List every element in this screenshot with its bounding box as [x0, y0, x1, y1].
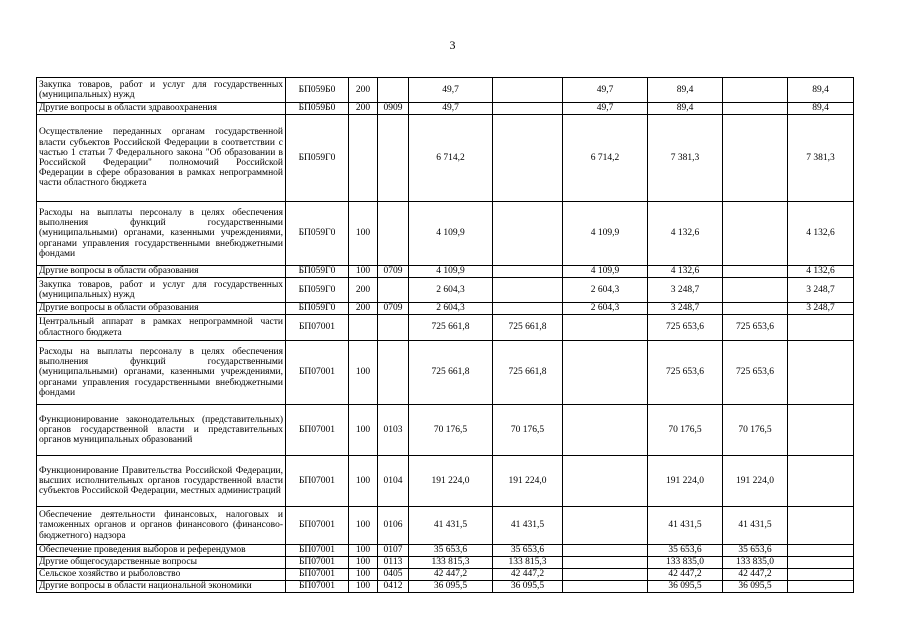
row-value-2: 70 176,5: [493, 405, 563, 456]
row-value-6: 4 132,6: [788, 202, 854, 266]
row-expense-type: 200: [349, 303, 378, 315]
row-value-5: [723, 78, 788, 103]
table-row: [37, 341, 854, 405]
row-value-4: 89,4: [648, 103, 723, 115]
row-value-1: 35 653,6: [409, 545, 493, 557]
row-value-6: [788, 405, 854, 456]
row-value-2: 725 661,8: [493, 341, 563, 405]
row-value-2: 725 661,8: [493, 315, 563, 341]
row-value-2: [493, 303, 563, 315]
row-value-3: 2 604,3: [563, 278, 648, 303]
row-section: 0405: [378, 569, 409, 581]
row-value-5: [723, 303, 788, 315]
row-value-2: 42 447,2: [493, 569, 563, 581]
row-section: 0412: [378, 581, 409, 593]
row-value-4: 4 132,6: [648, 266, 723, 278]
row-value-4: 3 248,7: [648, 303, 723, 315]
row-expense-type: [349, 115, 378, 202]
row-name: Другие общегосударственные вопросы: [37, 557, 286, 569]
row-value-6: 7 381,3: [788, 115, 854, 202]
row-value-6: [788, 557, 854, 569]
row-value-4: 191 224,0: [648, 456, 723, 507]
row-value-4: 42 447,2: [648, 569, 723, 581]
row-value-3: [563, 569, 648, 581]
row-name: Другие вопросы в области здравоохранения: [37, 103, 286, 115]
row-expense-type: 200: [349, 78, 378, 103]
row-value-4: 35 653,6: [648, 545, 723, 557]
table-row: [37, 103, 854, 115]
row-section: 0106: [378, 507, 409, 545]
row-section: 0709: [378, 303, 409, 315]
row-section: [378, 78, 409, 103]
row-name: Закупка товаров, работ и услуг для государственных (муниципальных) нужд: [37, 278, 286, 303]
row-value-4: 41 431,5: [648, 507, 723, 545]
row-expense-type: 100: [349, 569, 378, 581]
table-row: [37, 202, 854, 266]
row-value-2: [493, 266, 563, 278]
row-value-5: 36 095,5: [723, 581, 788, 593]
row-value-3: [563, 545, 648, 557]
row-expense-type: 100: [349, 545, 378, 557]
row-value-4: 725 653,6: [648, 315, 723, 341]
row-value-5: 725 653,6: [723, 341, 788, 405]
row-value-5: 42 447,2: [723, 569, 788, 581]
row-value-1: 41 431,5: [409, 507, 493, 545]
row-code: БП059Г0: [286, 278, 349, 303]
row-value-6: 89,4: [788, 78, 854, 103]
row-expense-type: [349, 315, 378, 341]
row-code: БП07001: [286, 569, 349, 581]
row-section: 0104: [378, 456, 409, 507]
row-value-5: [723, 103, 788, 115]
row-code: БП059Г0: [286, 266, 349, 278]
row-value-1: 4 109,9: [409, 266, 493, 278]
row-value-3: 49,7: [563, 103, 648, 115]
row-name: Расходы на выплаты персоналу в целях обеспечения выполнения функций государственными (муниципальными) органами, казенными учреждениями, органами управления государственными внебюджетными фондами: [37, 341, 286, 405]
row-value-2: 41 431,5: [493, 507, 563, 545]
row-value-3: 2 604,3: [563, 303, 648, 315]
row-section: 0909: [378, 103, 409, 115]
row-value-3: 49,7: [563, 78, 648, 103]
table-row: [37, 266, 854, 278]
row-section: [378, 278, 409, 303]
row-code: БП07001: [286, 557, 349, 569]
row-value-5: 70 176,5: [723, 405, 788, 456]
row-value-3: 6 714,2: [563, 115, 648, 202]
row-value-4: 7 381,3: [648, 115, 723, 202]
table-row: [37, 115, 854, 202]
row-value-4: 133 835,0: [648, 557, 723, 569]
row-value-3: [563, 557, 648, 569]
row-value-3: [563, 405, 648, 456]
row-section: 0709: [378, 266, 409, 278]
budget-table: [36, 77, 854, 593]
row-value-2: 133 815,3: [493, 557, 563, 569]
row-name: Функционирование Правительства Российской Федерации, высших исполнительных органов государственной власти субъектов Российской Федерации, местных администраций: [37, 456, 286, 507]
row-code: БП07001: [286, 507, 349, 545]
row-value-3: 4 109,9: [563, 202, 648, 266]
row-value-1: 725 661,8: [409, 341, 493, 405]
row-value-5: 35 653,6: [723, 545, 788, 557]
row-value-1: 2 604,3: [409, 278, 493, 303]
row-value-6: 3 248,7: [788, 303, 854, 315]
row-name: Расходы на выплаты персоналу в целях обеспечения выполнения функций государственными (муниципальными) органами, казенными учреждениями, органами управления государственными внебюджетными фондами: [37, 202, 286, 266]
row-value-3: [563, 341, 648, 405]
row-value-1: 49,7: [409, 78, 493, 103]
row-code: БП059Б0: [286, 78, 349, 103]
row-value-1: 4 109,9: [409, 202, 493, 266]
row-expense-type: 100: [349, 266, 378, 278]
row-value-6: 89,4: [788, 103, 854, 115]
row-value-4: 4 132,6: [648, 202, 723, 266]
row-expense-type: 100: [349, 405, 378, 456]
row-code: БП07001: [286, 456, 349, 507]
table-row: [37, 315, 854, 341]
row-value-1: 133 815,3: [409, 557, 493, 569]
row-value-6: 3 248,7: [788, 278, 854, 303]
row-name: Другие вопросы в области образования: [37, 266, 286, 278]
row-value-6: [788, 581, 854, 593]
row-value-3: 4 109,9: [563, 266, 648, 278]
row-value-6: [788, 456, 854, 507]
row-value-2: [493, 103, 563, 115]
table-row: [37, 303, 854, 315]
table-row: [37, 507, 854, 545]
row-expense-type: 100: [349, 507, 378, 545]
row-value-5: 41 431,5: [723, 507, 788, 545]
row-value-6: [788, 341, 854, 405]
row-value-5: [723, 266, 788, 278]
row-section: [378, 341, 409, 405]
row-code: БП07001: [286, 545, 349, 557]
row-value-1: 2 604,3: [409, 303, 493, 315]
row-value-3: [563, 456, 648, 507]
row-value-5: [723, 115, 788, 202]
row-value-5: [723, 278, 788, 303]
row-value-6: [788, 507, 854, 545]
row-code: БП059Г0: [286, 115, 349, 202]
row-name: Функционирование законодательных (представительных) органов государственной власти и представительных органов муниципальных образований: [37, 405, 286, 456]
row-value-1: 191 224,0: [409, 456, 493, 507]
row-value-2: 35 653,6: [493, 545, 563, 557]
table-row: [37, 78, 854, 103]
row-value-5: 191 224,0: [723, 456, 788, 507]
row-code: БП059Г0: [286, 303, 349, 315]
table-row: [37, 545, 854, 557]
row-code: БП059Б0: [286, 103, 349, 115]
row-value-1: 42 447,2: [409, 569, 493, 581]
row-name: Другие вопросы в области национальной экономики: [37, 581, 286, 593]
row-value-6: [788, 315, 854, 341]
row-expense-type: 100: [349, 581, 378, 593]
table-row: [37, 581, 854, 593]
row-value-5: [723, 202, 788, 266]
row-name: Сельское хозяйство и рыболовство: [37, 569, 286, 581]
table-row: [37, 569, 854, 581]
row-value-1: 70 176,5: [409, 405, 493, 456]
row-value-6: [788, 545, 854, 557]
row-code: БП07001: [286, 405, 349, 456]
row-value-4: 89,4: [648, 78, 723, 103]
table-row: [37, 405, 854, 456]
row-value-5: 725 653,6: [723, 315, 788, 341]
row-expense-type: 100: [349, 456, 378, 507]
row-value-2: 36 095,5: [493, 581, 563, 593]
row-code: БП07001: [286, 341, 349, 405]
row-name: Закупка товаров, работ и услуг для государственных (муниципальных) нужд: [37, 78, 286, 103]
page-number: 3: [449, 38, 456, 52]
row-value-2: [493, 278, 563, 303]
row-value-6: [788, 569, 854, 581]
table-body: [37, 78, 854, 593]
row-expense-type: 200: [349, 278, 378, 303]
row-expense-type: 100: [349, 557, 378, 569]
row-value-1: 36 095,5: [409, 581, 493, 593]
row-value-2: [493, 115, 563, 202]
row-value-2: [493, 202, 563, 266]
row-section: 0113: [378, 557, 409, 569]
row-value-4: 36 095,5: [648, 581, 723, 593]
row-code: БП059Г0: [286, 202, 349, 266]
table-row: [37, 456, 854, 507]
row-value-4: 725 653,6: [648, 341, 723, 405]
row-value-1: 6 714,2: [409, 115, 493, 202]
row-code: БП07001: [286, 315, 349, 341]
row-name: Центральный аппарат в рамках непрограммной части областного бюджета: [37, 315, 286, 341]
row-value-3: [563, 581, 648, 593]
table-row: [37, 557, 854, 569]
row-value-3: [563, 507, 648, 545]
row-name: Другие вопросы в области образования: [37, 303, 286, 315]
row-name: Осуществление переданных органам государственной власти субъектов Российской Федерации в соответствии с частью 1 статьи 7 Федерального закона "Об образовании в Российской Федерации" полномочий Российской Федерации в сфере образования в рамках непрограммной части областного бюджета: [37, 115, 286, 202]
row-value-2: 191 224,0: [493, 456, 563, 507]
row-value-5: 133 835,0: [723, 557, 788, 569]
row-value-4: 70 176,5: [648, 405, 723, 456]
row-section: 0103: [378, 405, 409, 456]
row-section: [378, 115, 409, 202]
row-value-4: 3 248,7: [648, 278, 723, 303]
row-expense-type: 100: [349, 202, 378, 266]
row-value-3: [563, 315, 648, 341]
row-name: Обеспечение проведения выборов и референдумов: [37, 545, 286, 557]
row-section: [378, 202, 409, 266]
table-row: [37, 278, 854, 303]
row-value-1: 725 661,8: [409, 315, 493, 341]
row-expense-type: 200: [349, 103, 378, 115]
row-value-2: [493, 78, 563, 103]
row-name: Обеспечение деятельности финансовых, налоговых и таможенных органов и органов финансового (финансово-бюджетного) надзора: [37, 507, 286, 545]
row-value-1: 49,7: [409, 103, 493, 115]
row-code: БП07001: [286, 581, 349, 593]
row-section: 0107: [378, 545, 409, 557]
row-value-6: 4 132,6: [788, 266, 854, 278]
row-section: [378, 315, 409, 341]
row-expense-type: 100: [349, 341, 378, 405]
